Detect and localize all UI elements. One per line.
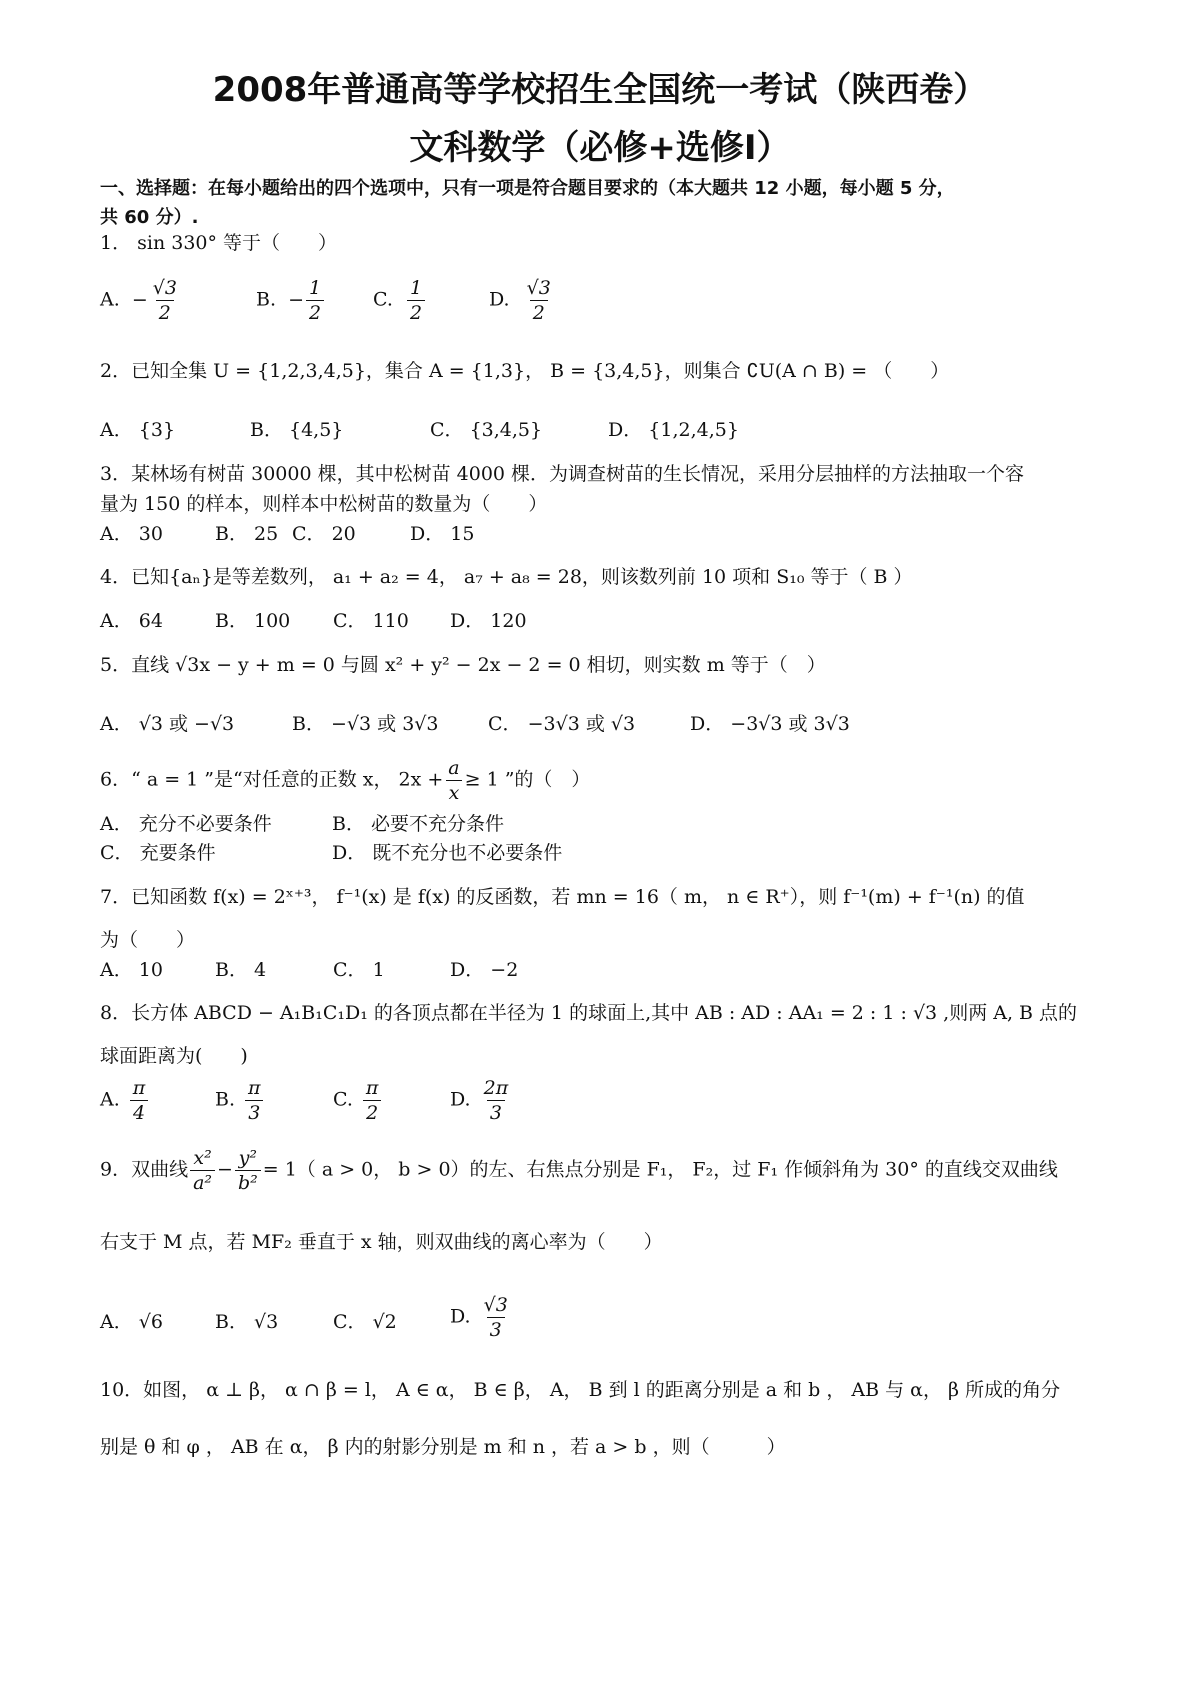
q8-option-a: A. $\frac{\pi}{4}$	[100, 1076, 150, 1125]
q10-stem-line1: 10．如图， α ⊥ β， α ∩ β = l， A ∈ α， B ∈ β， A， B 到 l 的距离分别是 a 和 b ， AB 与 α， β 所成的角分	[100, 1379, 1061, 1401]
q1-stem: 1． sin 330° 等于（ ）	[100, 232, 338, 254]
q8-option-b: B. $\frac{\pi}{3}$	[215, 1076, 266, 1125]
q1-option-b: B. − $\frac{1}{2}$	[256, 276, 326, 325]
q9-option-d: D. $\frac{√3}{3}$	[450, 1294, 508, 1341]
q4-option-c: C． 110	[333, 610, 409, 632]
q5-option-d: D． −3√3 或 3√3	[690, 713, 850, 735]
q9-stem-line2: 右支于 M 点，若 MF₂ 垂直于 x 轴，则双曲线的离心率为（ ）	[100, 1231, 663, 1253]
q2-option-d: D． {1,2,4,5}	[608, 419, 739, 441]
q6-option-d: D． 既不充分也不必要条件	[332, 842, 563, 864]
q9-option-b: B． √3	[215, 1311, 279, 1333]
q8-option-c: C. $\frac{\pi}{2}$	[333, 1076, 383, 1125]
q8-option-d: D. $\frac{2\pi}{3}$	[450, 1077, 509, 1124]
q3-option-b: B． 25	[215, 523, 279, 545]
q10-stem-line2: 别是 θ 和 φ ， AB 在 α， β 内的射影分别是 m 和 n ，若 a > b ，则（ ）	[100, 1436, 786, 1458]
q9-option-a: A． √6	[100, 1311, 163, 1333]
q4-option-d: D． 120	[450, 610, 527, 632]
q7-option-d: D． −2	[450, 959, 519, 981]
q3-option-d: D． 15	[410, 523, 475, 545]
q7-stem-line2: 为（ ）	[100, 929, 196, 951]
q3-stem-line1: 3．某林场有树苗 30000 棵，其中松树苗 4000 棵．为调查树苗的生长情况，采用分层抽样的方法抽取一个容	[100, 463, 1025, 485]
q2-option-b: B． {4,5}	[250, 419, 344, 441]
q5-option-b: B． −√3 或 3√3	[292, 713, 439, 735]
q1-option-a: A. − $\frac{√3}{2}$	[100, 277, 177, 324]
q4-option-a: A． 64	[100, 610, 163, 632]
q4-stem: 4．已知{aₙ}是等差数列， a₁ + a₂ = 4， a₇ + a₈ = 28，则该数列前 10 项和 S₁₀ 等于（ B ）	[100, 566, 913, 588]
q8-stem-line2: 球面距离为( )	[100, 1045, 248, 1067]
q4-option-b: B． 100	[215, 610, 291, 632]
q7-stem-line1: 7．已知函数 f(x) = 2ˣ⁺³， f⁻¹(x) 是 f(x) 的反函数，若 mn = 16（ m， n ∈ R⁺），则 f⁻¹(m) + f⁻¹(n) 的值	[100, 886, 1025, 908]
q3-option-c: C． 20	[292, 523, 356, 545]
q2-option-a: A． {3}	[100, 419, 176, 441]
q2-stem: 2．已知全集 U = {1,2,3,4,5}，集合 A = {1,3}， B = {3,4,5}，则集合 ∁U(A ∩ B) = （ ）	[100, 360, 950, 382]
q1-option-c: C. $\frac{1}{2}$	[373, 276, 427, 325]
q6-fraction: $\frac{a}{x}$	[445, 756, 462, 805]
q9-option-c: C． √2	[333, 1311, 397, 1333]
q5-option-a: A． √3 或 −√3	[100, 713, 235, 735]
q3-stem-line2: 量为 150 的样本，则样本中松树苗的数量为（ ）	[100, 493, 548, 515]
exam-subtitle: 文科数学（必修+选修Ⅰ）	[409, 128, 791, 168]
q7-option-c: C． 1	[333, 959, 385, 981]
section-heading-line1: 一、选择题：在每小题给出的四个选项中，只有一项是符合题目要求的（本大题共 12 小题，每小题 5 分，	[100, 178, 955, 199]
q7-option-a: A． 10	[100, 959, 163, 981]
section-heading-line2: 共 60 分）.	[100, 207, 199, 228]
q5-option-c: C． −3√3 或 √3	[488, 713, 636, 735]
q2-option-c: C． {3,4,5}	[430, 419, 543, 441]
q3-option-a: A． 30	[100, 523, 163, 545]
q6-option-b: B． 必要不充分条件	[332, 813, 505, 835]
q8-stem-line1: 8．长方体 ABCD − A₁B₁C₁D₁ 的各顶点都在半径为 1 的球面上,其中 AB : AD : AA₁ = 2 : 1 : √3 ,则两 A, B 点的	[100, 1002, 1078, 1024]
exam-title: 2008年普通高等学校招生全国统一考试（陕西卷）	[212, 70, 988, 110]
q6-stem: 6．“ a = 1 ”是“对任意的正数 x， 2x + $\frac{a}{x}$ ≥ 1 ”的（ ）	[100, 757, 591, 804]
q5-stem: 5．直线 √3x − y + m = 0 与圆 x² + y² − 2x − 2 = 0 相切，则实数 m 等于（ ）	[100, 654, 826, 676]
q6-option-a: A． 充分不必要条件	[100, 813, 272, 835]
q9-stem-line1: 9．双曲线 $\frac{\text{x²}}{\text{a²}}$ − $\frac{\text{y²}}{\text{b²}}$ = 1（ a > 0， b > 0）的左、右焦点分别是 F₁， F₂，过 F₁ 作倾斜角为 30° 的直线交双曲线	[100, 1147, 1058, 1194]
q6-option-c: C． 充要条件	[100, 842, 216, 864]
q7-option-b: B． 4	[215, 959, 267, 981]
q1-option-d: D. $\frac{√3}{2}$	[489, 277, 551, 324]
